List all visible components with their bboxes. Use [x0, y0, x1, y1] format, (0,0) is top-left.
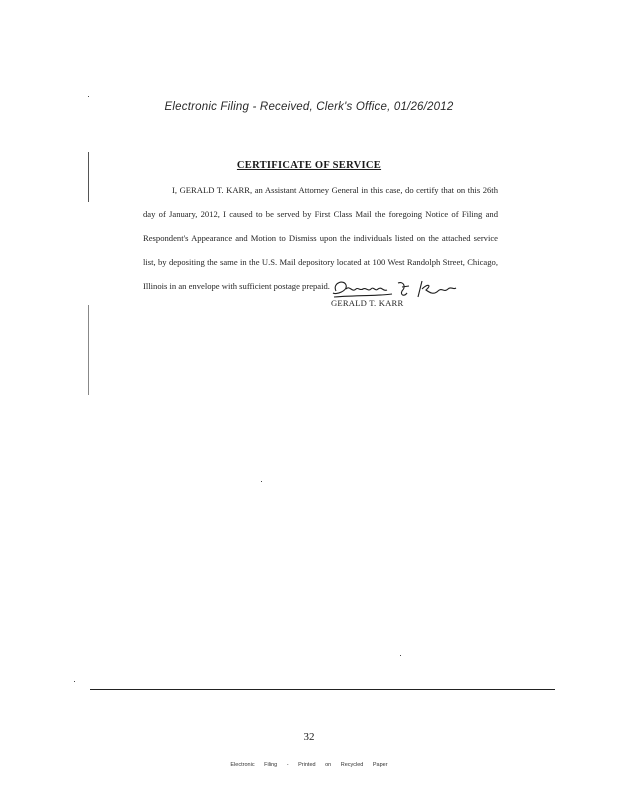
filing-stamp: Electronic Filing - Received, Clerk's Office, 01/26/2012 — [164, 101, 454, 113]
signer-name: GERALD T. KARR — [331, 298, 404, 308]
scan-margin-line — [88, 152, 89, 202]
page-number: 32 — [303, 731, 315, 743]
recycled-paper-note: Electronic Filing - Printed on Recycled Paper — [230, 762, 388, 768]
certificate-body: I, GERALD T. KARR, an Assistant Attorney General in this case, do certify that on this 26th day of January, 2012, I caused to be served by First Class Mail the foregoing Notice of Filing and Respondent's Appearance and Motion to Dismiss upon the individuals listed on the attached service list, by depositing the same in the U.S. Mail depository located at 100 West Randolph Street, Chicago, Illinois in an envelope with sufficient postage prepaid. — [143, 185, 498, 291]
scan-speck — [88, 96, 89, 97]
certificate-title: CERTIFICATE OF SERVICE — [236, 160, 382, 171]
scan-speck — [74, 681, 75, 682]
scan-margin-line — [88, 305, 89, 395]
scan-speck — [400, 655, 401, 656]
scan-speck — [261, 481, 262, 482]
footer-rule — [90, 689, 555, 690]
